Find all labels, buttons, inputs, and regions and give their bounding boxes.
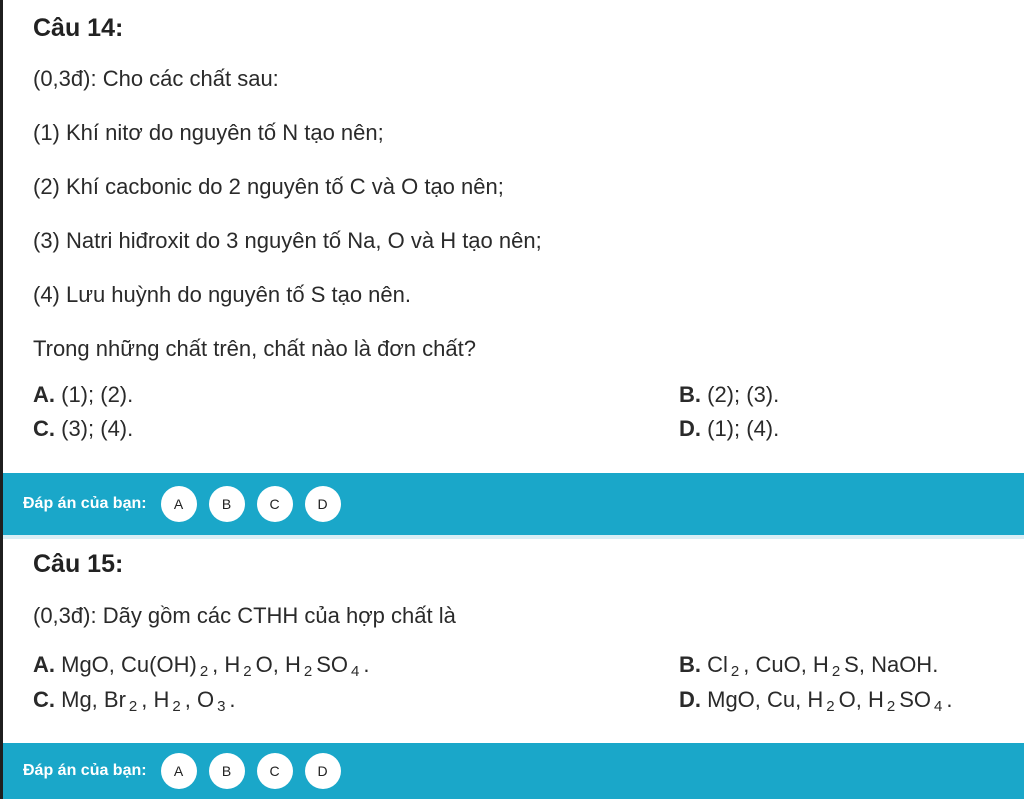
question-15-prompt: (0,3đ): Dãy gồm các CTHH của hợp chất là [33,603,456,628]
formula-text: , H [141,687,170,712]
option-text: (1); (4). [707,416,780,441]
formula-text: SO [899,687,931,712]
question-14-title: Câu 14: [33,14,124,42]
answer-bar-label: Đáp án của bạn: [23,762,147,779]
option-text: (1); (2). [61,382,134,407]
question-15-option-c [33,687,236,715]
subscript: 2 [831,663,841,680]
answer-choice-b[interactable]: B [209,753,245,789]
answer-choice-d[interactable]: D [305,753,341,789]
formula-text: . [229,687,236,712]
question-14-item-1: (1) Khí nitơ do nguyên tố N tạo nên; [33,120,384,145]
option-letter: C. [33,416,55,441]
question-15-title: Câu 15: [33,550,124,578]
option-letter: C. [33,687,55,712]
formula-text: SO [316,652,348,677]
subscript: 2 [172,698,181,715]
option-text: (2); (3). [707,382,780,407]
question-14-prompt: (0,3đ): Cho các chất sau: [33,66,279,91]
answer-bar-14 [3,473,1024,535]
formula-text: O, H [255,652,301,677]
answer-bar-15 [3,743,1024,799]
question-15-option-d [679,687,952,715]
formula-text: MgO, Cu, H [707,687,824,712]
subscript: 3 [217,698,226,715]
option-letter: D. [679,687,701,712]
separator [3,535,1024,539]
answer-bar-label: Đáp án của bạn: [23,495,147,512]
subscript: 2 [303,663,313,680]
answer-choice-c[interactable]: C [257,753,293,789]
question-15-option-b [679,652,938,680]
subscript: 4 [933,698,943,715]
option-letter: A. [33,652,55,677]
option-letter: D. [679,416,701,441]
question-14-option-c [33,416,133,442]
answer-choice-c[interactable]: C [257,486,293,522]
question-14-item-3: (3) Natri hiđroxit do 3 nguyên tố Na, O và H tạo nên; [33,228,542,253]
question-14-option-d [679,416,779,442]
question-14-item-2: (2) Khí cacbonic do 2 nguyên tố C và O tạo nên; [33,174,504,199]
option-letter: B. [679,382,701,407]
subscript: 2 [730,663,740,680]
question-14-question: Trong những chất trên, chất nào là đơn chất? [33,336,476,361]
subscript: 2 [243,663,252,680]
option-text: (3); (4). [61,416,134,441]
question-14-option-b [679,382,779,408]
subscript: 2 [826,698,835,715]
subscript: 2 [128,698,138,715]
answer-choice-a[interactable]: A [161,486,197,522]
formula-text: S, NaOH. [844,652,939,677]
subscript: 4 [351,663,360,680]
formula-text: , O [184,687,215,712]
formula-text: . [946,687,953,712]
answer-choice-a[interactable]: A [161,753,197,789]
option-letter: B. [679,652,701,677]
formula-text: , CuO, H [743,652,829,677]
formula-text: MgO, Cu(OH) [61,652,197,677]
formula-text: . [363,652,370,677]
formula-text: Cl [707,652,728,677]
formula-text: Mg, Br [61,687,126,712]
answer-choice-b[interactable]: B [209,486,245,522]
subscript: 2 [886,698,896,715]
question-14-option-a [33,382,133,408]
answer-choice-d[interactable]: D [305,486,341,522]
formula-text: , H [212,652,241,677]
subscript: 2 [199,663,209,680]
question-14-item-4: (4) Lưu huỳnh do nguyên tố S tạo nên. [33,282,411,307]
formula-text: O, H [838,687,884,712]
option-letter: A. [33,382,55,407]
question-15-option-a [33,652,369,680]
